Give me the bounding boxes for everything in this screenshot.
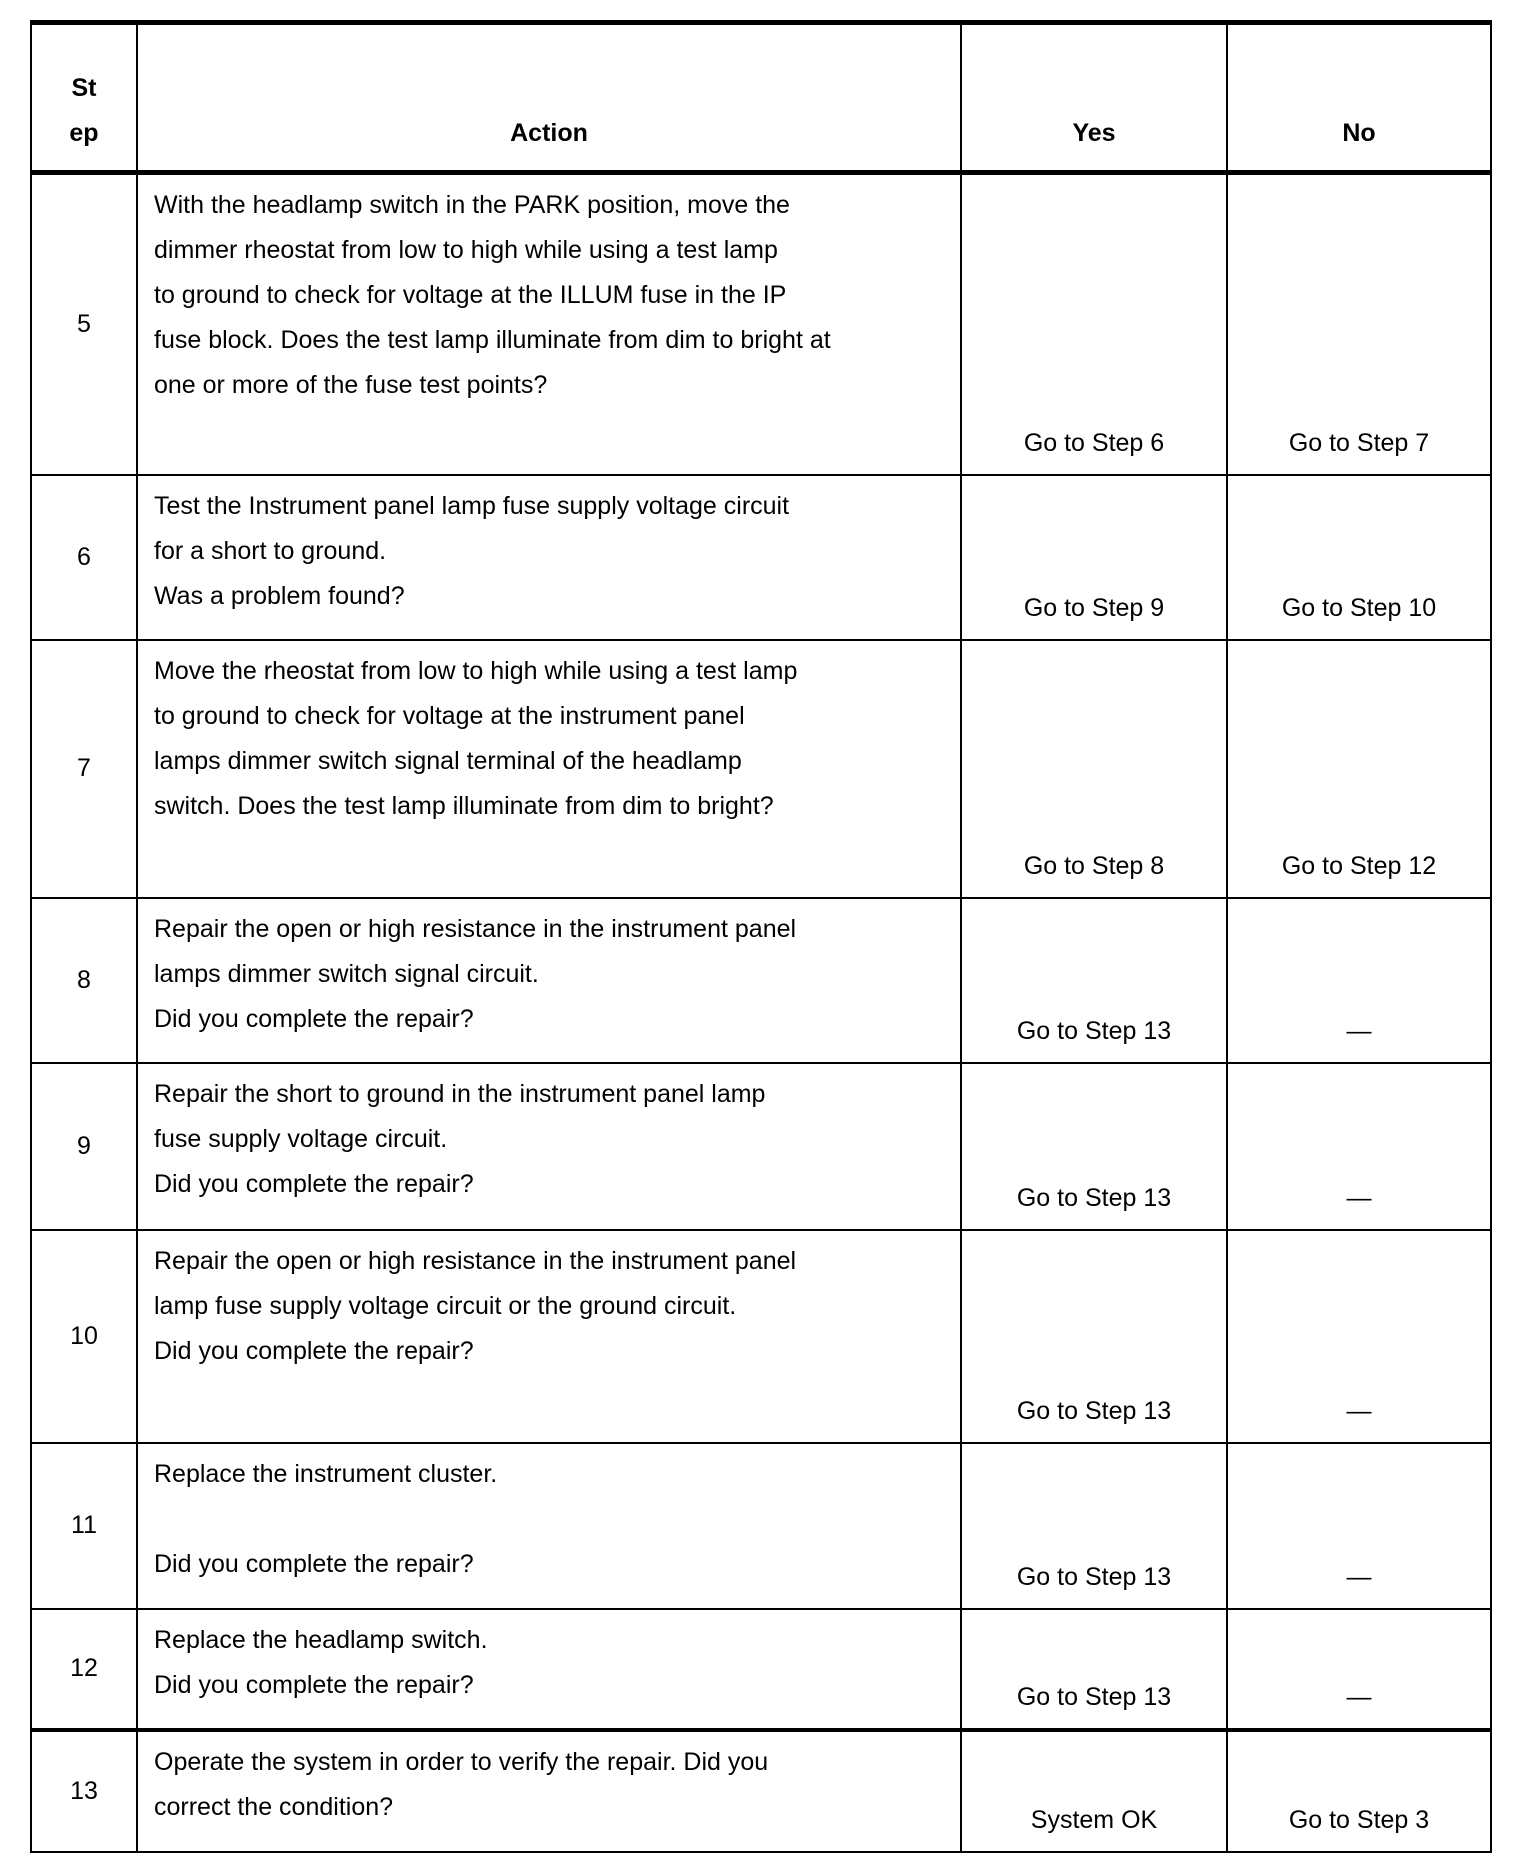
action-cell [137, 1609, 961, 1730]
action-text: Repair the open or high resistance in the instrument panel lamp fuse supply voltage circuit or the ground circuit. Did you complete the repair? [154, 1246, 797, 1365]
action-text: With the headlamp switch in the PARK position, move the dimmer rheostat from low to high while using a test lamp to ground to check for voltage at the ILLUM fuse in the IP fuse block. Does the test lamp illuminate from dim to bright at one or more of the fuse test points? [154, 191, 831, 399]
action-cell [137, 173, 961, 475]
no-result: Go to Step 10 [1227, 475, 1491, 640]
yes-result: Go to Step 9 [961, 475, 1227, 640]
table-row [31, 173, 1491, 475]
yes-result: Go to Step 8 [961, 640, 1227, 898]
action-cell [137, 640, 961, 898]
table-row [31, 1063, 1491, 1230]
action-text: Test the Instrument panel lamp fuse supply voltage circuit for a short to ground. Was a problem found? [154, 491, 790, 610]
step-number: 7 [31, 640, 137, 898]
table-row [31, 1443, 1491, 1609]
step-number: 8 [31, 898, 137, 1063]
header-row [31, 23, 1491, 173]
yes-result: Go to Step 6 [961, 173, 1227, 475]
step-number: 11 [31, 1443, 137, 1609]
yes-result: Go to Step 13 [961, 898, 1227, 1063]
header-action: Action [137, 23, 961, 173]
table-row [31, 1730, 1491, 1852]
table-row [31, 640, 1491, 898]
action-text: Move the rheostat from low to high while using a test lamp to ground to check for voltage at the instrument panel lamps dimmer switch signal terminal of the headlamp switch. Does the test lamp illuminate from dim to bright? [154, 656, 798, 820]
step-number: 13 [31, 1730, 137, 1852]
table-row [31, 1609, 1491, 1730]
step-number: 10 [31, 1230, 137, 1443]
action-cell [137, 1730, 961, 1852]
action-cell [137, 475, 961, 640]
no-result: — [1227, 1609, 1491, 1730]
action-text: Repair the open or high resistance in the instrument panel lamps dimmer switch signal circuit. Did you complete the repair? [154, 914, 797, 1033]
action-cell [137, 1063, 961, 1230]
action-cell [137, 1230, 961, 1443]
yes-result: System OK [961, 1730, 1227, 1852]
step-number: 9 [31, 1063, 137, 1230]
step-number: 5 [31, 173, 137, 475]
action-cell [137, 898, 961, 1063]
no-result: Go to Step 12 [1227, 640, 1491, 898]
step-number: 6 [31, 475, 137, 640]
action-text: Repair the short to ground in the instrument panel lamp fuse supply voltage circuit. Did you complete the repair? [154, 1079, 766, 1198]
header-no: No [1227, 23, 1491, 173]
header-yes: Yes [961, 23, 1227, 173]
table-row [31, 898, 1491, 1063]
action-text: Replace the instrument cluster. Did you complete the repair? [154, 1459, 498, 1578]
table-row [31, 1230, 1491, 1443]
no-result: Go to Step 3 [1227, 1730, 1491, 1852]
action-cell [137, 1443, 961, 1609]
yes-result: Go to Step 13 [961, 1443, 1227, 1609]
action-text: Operate the system in order to verify the repair. Did you correct the condition? [154, 1747, 769, 1821]
diagnostic-table [30, 20, 1492, 1853]
no-result: — [1227, 1443, 1491, 1609]
yes-result: Go to Step 13 [961, 1609, 1227, 1730]
no-result: — [1227, 1230, 1491, 1443]
yes-result: Go to Step 13 [961, 1063, 1227, 1230]
step-number: 12 [31, 1609, 137, 1730]
no-result: — [1227, 898, 1491, 1063]
table-row [31, 475, 1491, 640]
yes-result: Go to Step 13 [961, 1230, 1227, 1443]
header-step: St ep [31, 23, 137, 173]
action-text: Replace the headlamp switch. Did you complete the repair? [154, 1625, 488, 1699]
no-result: Go to Step 7 [1227, 173, 1491, 475]
no-result: — [1227, 1063, 1491, 1230]
